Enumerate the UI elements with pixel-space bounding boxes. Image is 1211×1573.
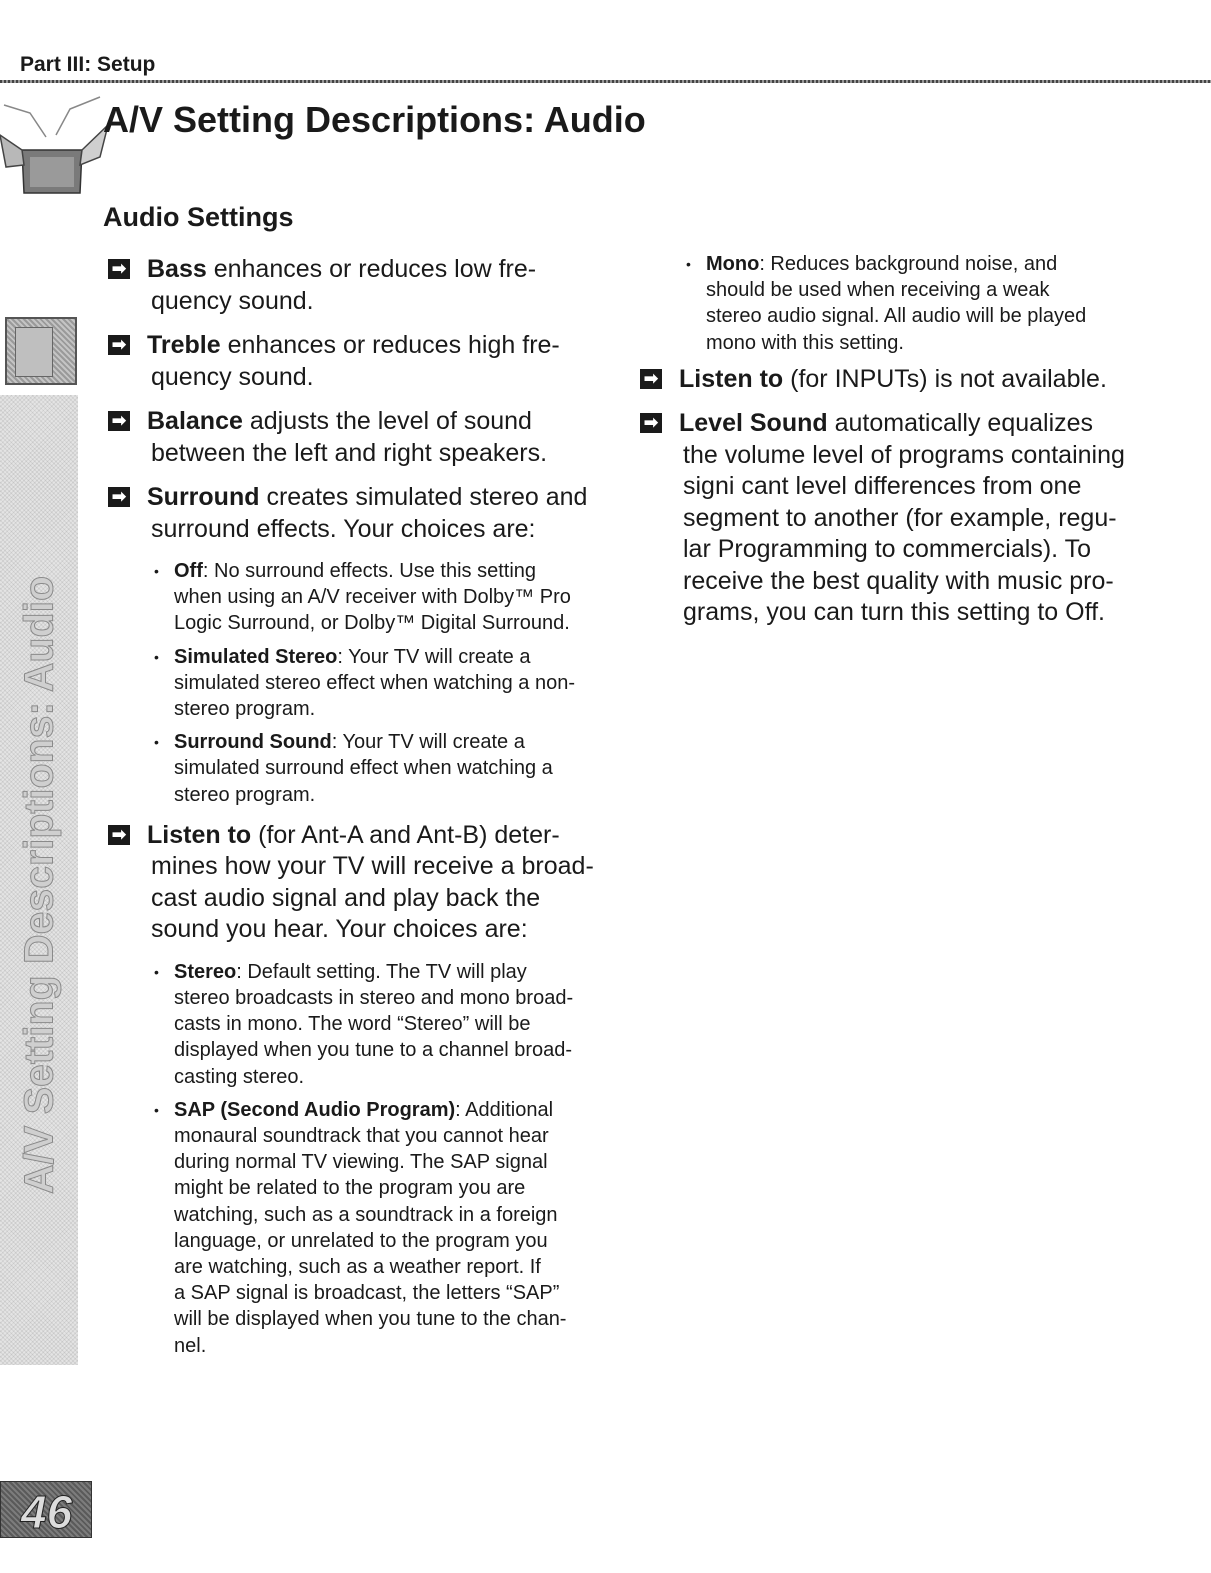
- option-stereo: [174, 959, 628, 1090]
- setting-item-treble: [108, 330, 628, 393]
- item-line: sound you hear. Your choices are:: [151, 915, 528, 944]
- right-column: [640, 251, 1160, 642]
- option-surround-sound: [174, 729, 628, 808]
- item-line: surround effects. Your choices are:: [151, 514, 536, 543]
- side-tab-label: A/V Setting Descriptions: Audio: [15, 575, 62, 1195]
- option-line: monaural soundtrack that you cannot hear: [174, 1125, 549, 1148]
- part-label: Part III: Setup: [20, 53, 156, 76]
- option-term: Stereo: [174, 960, 237, 983]
- setting-item-balance: [108, 406, 628, 469]
- page-number-badge: [0, 1481, 92, 1538]
- item-line: receive the best quality with music pro-: [683, 566, 1114, 595]
- option-line: : Your TV will create a: [337, 645, 531, 668]
- item-term: Bass: [147, 255, 207, 283]
- option-sap: [174, 1097, 628, 1359]
- item-line: adjusts the level of sound: [242, 407, 532, 435]
- item-term: Treble: [147, 331, 221, 359]
- option-line: mono with this setting.: [706, 331, 904, 354]
- setting-item-bass: [108, 254, 628, 317]
- option-term: SAP (Second Audio Program): [174, 1098, 456, 1121]
- option-line: a SAP signal is broadcast, the letters “SAP”: [174, 1282, 560, 1305]
- option-line: casts in mono. The word “Stereo” will be: [174, 1013, 531, 1036]
- setting-item-listen-to-ant: [108, 820, 628, 946]
- item-line: the volume level of programs containing: [683, 440, 1125, 469]
- item-line: segment to another (for example, regu-: [683, 503, 1117, 532]
- page-number: 46: [21, 1486, 73, 1538]
- item-line: quency sound.: [151, 362, 314, 391]
- option-line: might be related to the program you are: [174, 1177, 526, 1200]
- listen-to-options: [174, 959, 628, 1359]
- listen-to-options-continued: [706, 251, 1160, 356]
- item-term: Level Sound: [679, 409, 828, 438]
- item-line: signi cant level differences from one: [683, 472, 1082, 501]
- option-mono: [706, 251, 1160, 356]
- arrow-bullet-icon: ➡: [108, 411, 130, 431]
- item-line: (for INPUTs) is not available.: [783, 364, 1107, 393]
- option-line: during normal TV viewing. The SAP signal: [174, 1151, 548, 1174]
- item-term: Surround: [147, 483, 260, 511]
- option-line: : No surround effects. Use this setting: [202, 560, 537, 582]
- item-line: between the left and right speakers.: [151, 438, 548, 467]
- item-line: mines how your TV will receive a broad-: [151, 852, 594, 881]
- item-line: (for Ant-A and Ant-B) deter-: [251, 820, 560, 849]
- option-simulated-stereo: [174, 644, 628, 723]
- option-line: when using an A/V receiver with Dolby™ Pro: [174, 586, 571, 609]
- item-line: cast audio signal and play back the: [151, 883, 541, 912]
- side-tab: [0, 395, 78, 1365]
- option-line: stereo program.: [174, 698, 316, 721]
- item-line: automatically equalizes: [827, 409, 1094, 438]
- option-line: are watching, such as a weather report. If: [174, 1256, 541, 1279]
- option-term: Surround Sound: [174, 731, 332, 754]
- option-line: : Reduces background noise, and: [759, 253, 1058, 275]
- option-line: stereo audio signal. All audio will be played: [706, 305, 1087, 328]
- arrow-bullet-icon: ➡: [108, 825, 130, 845]
- option-line: stereo broadcasts in stereo and mono broad-: [174, 987, 574, 1010]
- option-line: : Default setting. The TV will play: [236, 960, 527, 983]
- setting-item-level-sound: [640, 408, 1160, 629]
- option-term: Simulated Stereo: [174, 645, 338, 668]
- item-term: Listen to: [679, 364, 784, 393]
- arrow-bullet-icon: ➡: [640, 413, 662, 433]
- option-line: should be used when receiving a weak: [706, 279, 1050, 302]
- header-rule: [0, 80, 1211, 83]
- option-line: : Your TV will create a: [331, 731, 525, 754]
- arrow-bullet-icon: ➡: [108, 259, 130, 279]
- setting-item-listen-to-inputs: [640, 364, 1160, 396]
- page-title: A/V Setting Descriptions: Audio: [103, 99, 646, 140]
- item-line: lar Programming to commercials). To: [683, 535, 1091, 564]
- option-off: [174, 558, 628, 637]
- open-box-icon: [0, 95, 110, 195]
- item-line: quency sound.: [151, 286, 314, 315]
- option-line: Logic Surround, or Dolby™ Digital Surround.: [174, 612, 570, 635]
- option-line: will be displayed when you tune to the chan-: [174, 1308, 567, 1331]
- option-line: nel.: [174, 1334, 207, 1357]
- item-term: Balance: [147, 407, 243, 435]
- option-term: Mono: [706, 253, 760, 275]
- arrow-bullet-icon: ➡: [108, 487, 130, 507]
- option-line: simulated stereo effect when watching a non-: [174, 671, 575, 694]
- item-line: enhances or reduces low fre-: [206, 255, 537, 283]
- option-line: simulated surround effect when watching a: [174, 757, 553, 780]
- option-line: casting stereo.: [174, 1065, 305, 1088]
- option-term: Off: [174, 560, 203, 582]
- option-line: displayed when you tune to a channel broad-: [174, 1039, 573, 1062]
- item-term: Listen to: [147, 820, 252, 849]
- option-line: : Additional: [455, 1098, 554, 1121]
- item-line: enhances or reduces high fre-: [220, 331, 560, 359]
- arrow-bullet-icon: ➡: [640, 369, 662, 389]
- section-title: Audio Settings: [103, 202, 294, 232]
- option-line: watching, such as a soundtrack in a foreign: [174, 1203, 558, 1226]
- left-column: [108, 254, 628, 1371]
- setting-item-surround: [108, 482, 628, 545]
- arrow-bullet-icon: ➡: [108, 335, 130, 355]
- item-line: grams, you can turn this setting to Off.: [683, 598, 1105, 627]
- item-line: creates simulated stereo and: [259, 483, 588, 511]
- option-line: language, or unrelated to the program you: [174, 1229, 548, 1252]
- surround-options: [174, 558, 628, 808]
- tv-thumbnail-icon: [5, 317, 77, 385]
- option-line: stereo program.: [174, 783, 316, 806]
